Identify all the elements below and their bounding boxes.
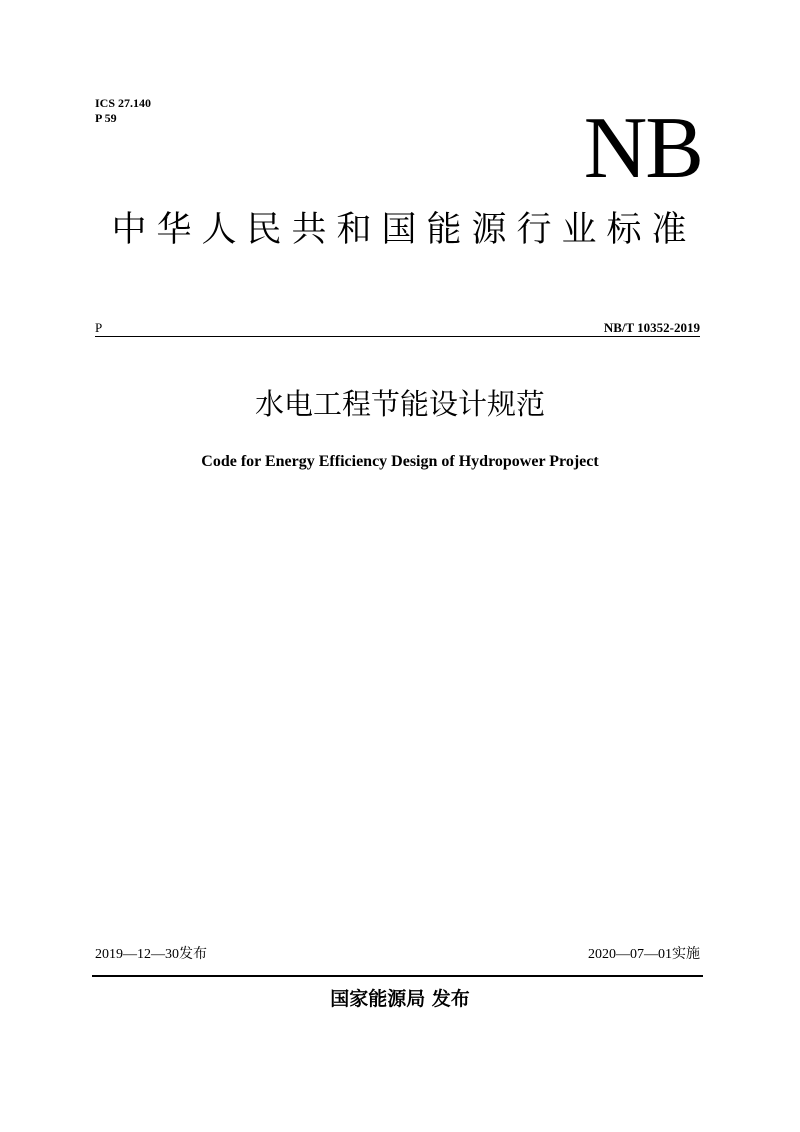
implementation-date: 2020—07—01实施 xyxy=(588,947,700,962)
standard-number: NB/T 10352-2019 xyxy=(603,320,700,335)
ics-number: ICS 27.140 xyxy=(95,96,152,110)
document-title-english: Code for Energy Efficiency Design of Hydropower Project xyxy=(201,453,599,470)
publisher-text: 国家能源局 发布 xyxy=(330,988,470,1010)
issue-date: 2019—12—30发布 xyxy=(95,947,207,962)
classification-code: P xyxy=(95,320,103,335)
standard-type-heading: 中华人民共和国能源行业标准 xyxy=(111,210,697,250)
document-title-chinese: 水电工程节能设计规范 xyxy=(254,387,545,421)
ics-code-block xyxy=(95,96,151,126)
ccs-number: P 59 xyxy=(95,111,117,125)
classification-row xyxy=(95,318,700,337)
nb-logo: NB xyxy=(583,100,702,197)
footer-divider xyxy=(92,975,703,977)
publisher xyxy=(0,987,800,1011)
